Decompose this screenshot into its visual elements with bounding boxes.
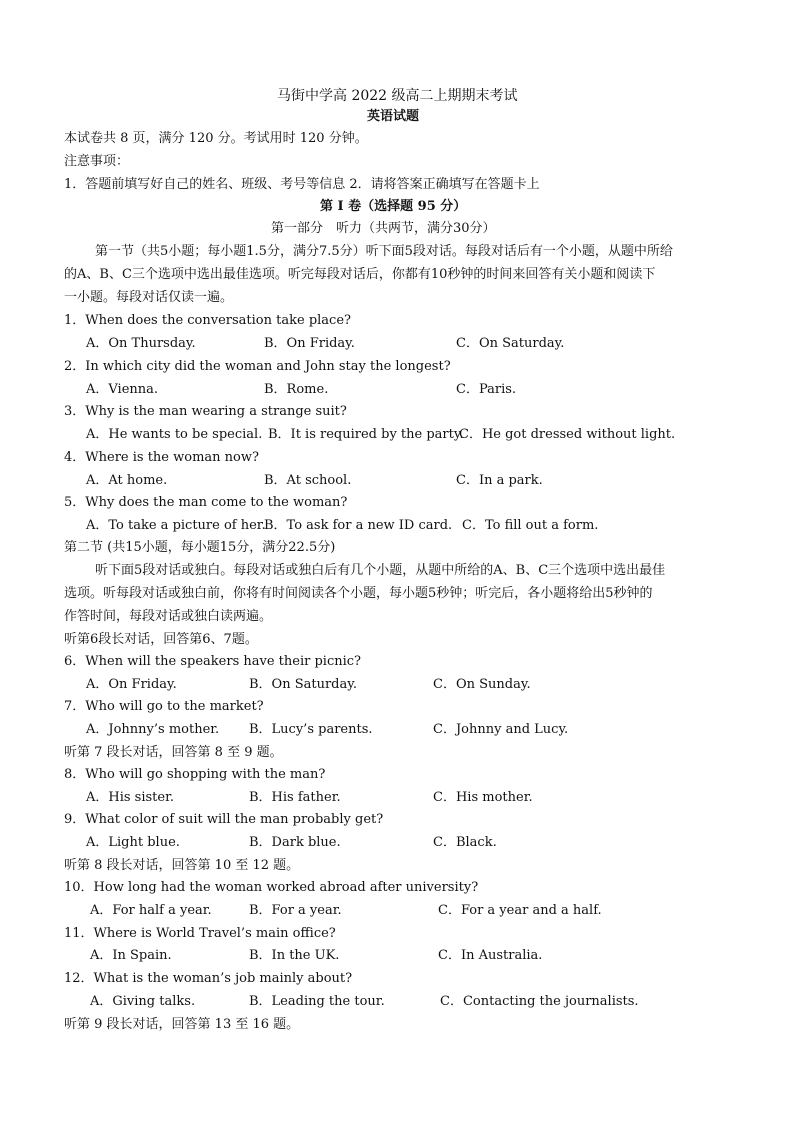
dialogue-heading: 听第 7 段长对话，回答第 8 至 9 题。 <box>64 745 283 760</box>
option-b: B．Rome. <box>264 382 329 397</box>
exam-info: 本试卷共 8 页，满分 120 分。考试用时 120 分钟。 <box>64 131 368 146</box>
option-a: A．On Friday. <box>86 677 177 692</box>
question-stem: 9．What color of suit will the man probably get? <box>64 812 384 827</box>
question-stem: 7．Who will go to the market? <box>64 699 264 714</box>
question-stem: 2．In which city did the woman and John stay the longest? <box>64 359 451 374</box>
question-stem: 4．Where is the woman now? <box>64 450 259 465</box>
dialogue-heading: 听第6段长对话，回答第6、7题。 <box>64 632 258 647</box>
subject-title: 英语试题 <box>367 109 420 124</box>
option-b: B．To ask for a new ID card. <box>264 518 453 533</box>
option-c: C．He got dressed without light. <box>459 427 676 442</box>
option-b: B．On Friday. <box>264 336 355 351</box>
option-b: B．For a year. <box>249 903 342 918</box>
option-a: A．Vienna. <box>86 382 159 397</box>
option-a: A．Johnny’s mother. <box>86 722 220 737</box>
option-c: C．For a year and a half. <box>438 903 602 918</box>
question-stem: 3．Why is the man wearing a strange suit? <box>64 404 347 419</box>
option-c: C．Johnny and Lucy. <box>433 722 569 737</box>
option-c: C．Paris. <box>456 382 517 397</box>
option-b: B．On Saturday. <box>249 677 358 692</box>
exam-title: 马街中学高 2022 级高二上期期末考试 <box>277 88 518 104</box>
option-c: C．His mother. <box>433 790 533 805</box>
question-stem: 6．When will the speakers have their picnic? <box>64 654 362 669</box>
section1-intro-line: 的A、B、C三个选项中选出最佳选项。听完每段对话后，你都有10秒钟的时间来回答有关小题和阅读下 <box>64 267 656 282</box>
dialogue-heading: 听第 9 段长对话，回答第 13 至 16 题。 <box>64 1017 300 1032</box>
question-stem: 10．How long had the woman worked abroad after university? <box>64 880 479 895</box>
option-a: A．Light blue. <box>86 835 180 850</box>
option-b: B．At school. <box>264 473 352 488</box>
option-c: C．In Australia. <box>438 948 543 963</box>
option-c: C．Contacting the journalists. <box>440 994 639 1009</box>
option-c: C．Black. <box>433 835 497 850</box>
option-b: B．Dark blue. <box>249 835 341 850</box>
question-stem: 12．What is the woman’s job mainly about? <box>64 971 353 986</box>
option-b: B．In the UK. <box>249 948 340 963</box>
section2-intro-line: 选项。听每段对话或独白前，你将有时间阅读各个小题，每小题5秒钟；听完后，各小题将给出5秒钟的 <box>64 586 653 601</box>
question-stem: 5．Why does the man come to the woman? <box>64 495 348 510</box>
option-c: C．On Sunday. <box>433 677 531 692</box>
volume-title: 第 I 卷（选择题 95 分） <box>320 199 467 214</box>
option-a: A．To take a picture of her. <box>86 518 266 533</box>
option-a: A．At home. <box>86 473 168 488</box>
part-title: 第一部分 听力（共两节，满分30分） <box>271 221 496 236</box>
option-a: A．In Spain. <box>90 948 172 963</box>
section1-intro-line: 第一节（共5小题；每小题1.5分，满分7.5分）听下面5段对话。每段对话后有一个小题，从题中所给 <box>95 244 673 259</box>
option-a: A．For half a year. <box>90 903 212 918</box>
option-b: B．Lucy’s parents. <box>249 722 373 737</box>
section2-title: 第二节 (共15小题，每小题15分，满分22.5分) <box>64 540 336 555</box>
option-b: B．Leading the tour. <box>249 994 385 1009</box>
option-c: C．On Saturday. <box>456 336 565 351</box>
section2-intro-line: 听下面5段对话或独白。每段对话或独白后有几个小题，从题中所给的A、B、C三个选项中选出最佳 <box>95 563 666 578</box>
question-stem: 11．Where is World Travel’s main office? <box>64 926 336 941</box>
option-a: A．He wants to be special. <box>86 427 263 442</box>
option-c: C．In a park. <box>456 473 543 488</box>
option-c: C．To fill out a form. <box>462 518 599 533</box>
dialogue-heading: 听第 8 段长对话，回答第 10 至 12 题。 <box>64 858 300 873</box>
section1-intro-line: 一小题。每段对话仅读一遍。 <box>64 290 234 305</box>
notes-label: 注意事项： <box>64 154 130 169</box>
option-a: A．On Thursday. <box>86 336 196 351</box>
question-stem: 1．When does the conversation take place? <box>64 313 351 328</box>
option-b: B．His father. <box>249 790 341 805</box>
question-stem: 8．Who will go shopping with the man? <box>64 767 326 782</box>
option-b: B．It is required by the party. <box>268 427 464 442</box>
option-a: A．His sister. <box>86 790 175 805</box>
notes-item: 1．答题前填写好自己的姓名、班级、考号等信息 2．请将答案正确填写在答题卡上 <box>64 177 540 192</box>
option-a: A．Giving talks. <box>90 994 196 1009</box>
section2-intro-line: 作答时间，每段对话或独白读两遍。 <box>64 609 273 624</box>
